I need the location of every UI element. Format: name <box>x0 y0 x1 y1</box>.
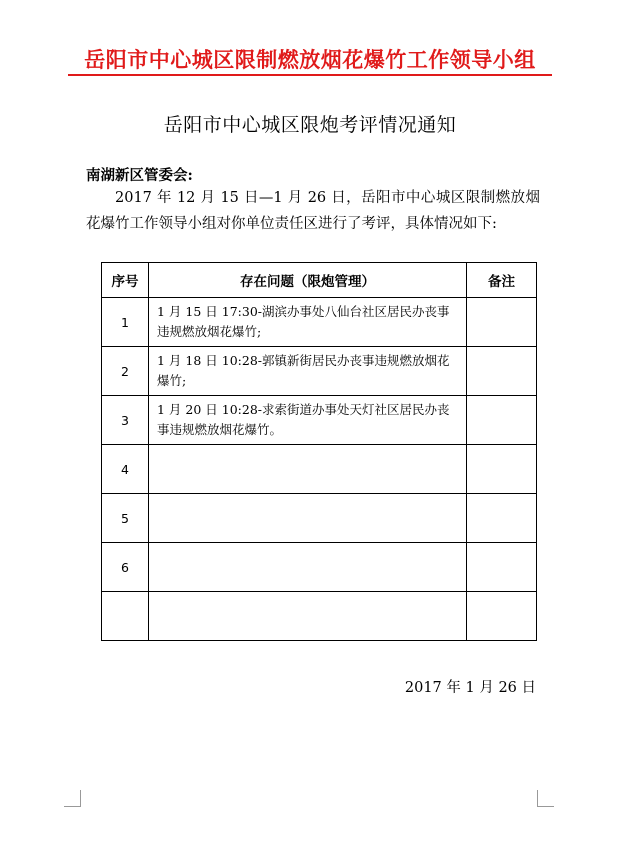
crop-mark-right <box>537 790 554 807</box>
row-issue <box>149 494 467 543</box>
table-row <box>102 347 537 396</box>
row-remark <box>467 494 537 543</box>
row-issue <box>149 445 467 494</box>
organization-header: 岳阳市中心城区限制燃放烟花爆竹工作领导小组 <box>84 47 536 72</box>
row-no: 5 <box>102 494 149 543</box>
row-issue <box>149 543 467 592</box>
row-issue: 1 月 15 日 17:30-湖滨办事处八仙台社区居民办丧事违规燃放烟花爆竹; <box>149 298 467 347</box>
table-row <box>102 445 537 494</box>
row-remark <box>467 396 537 445</box>
row-no: 3 <box>102 396 149 445</box>
recipient-line: 南湖新区管委会: <box>86 167 193 184</box>
row-remark <box>467 298 537 347</box>
header-no: 序号 <box>102 263 149 298</box>
red-divider-line <box>68 74 552 76</box>
row-remark <box>467 347 537 396</box>
header-issue: 存在问题（限炮管理） <box>149 263 467 298</box>
table-row <box>102 543 537 592</box>
row-no: 4 <box>102 445 149 494</box>
row-no: 6 <box>102 543 149 592</box>
table-row <box>102 396 537 445</box>
table-row <box>102 298 537 347</box>
notice-body: 2017 年 12 月 15 日—1 月 26 日，岳阳市中心城区限制燃放烟花爆竹工作领导小组对你单位责任区进行了考评，具体情况如下: <box>86 190 540 232</box>
row-remark <box>467 592 537 641</box>
row-no: 2 <box>102 347 149 396</box>
table-row <box>102 494 537 543</box>
row-issue: 1 月 18 日 10:28-郭镇新街居民办丧事违规燃放烟花爆竹; <box>149 347 467 396</box>
header-remark: 备注 <box>467 263 537 298</box>
row-issue: 1 月 20 日 10:28-求索街道办事处天灯社区居民办丧事违规燃放烟花爆竹。 <box>149 396 467 445</box>
row-remark <box>467 543 537 592</box>
row-no: 1 <box>102 298 149 347</box>
assessment-table <box>101 262 537 641</box>
notice-title: 岳阳市中心城区限炮考评情况通知 <box>163 114 457 136</box>
row-remark <box>467 445 537 494</box>
signature-date: 2017 年 1 月 26 日 <box>404 680 536 696</box>
row-no <box>102 592 149 641</box>
table-header-row <box>102 263 537 298</box>
row-issue <box>149 592 467 641</box>
crop-mark-left <box>64 790 81 807</box>
table-row <box>102 592 537 641</box>
